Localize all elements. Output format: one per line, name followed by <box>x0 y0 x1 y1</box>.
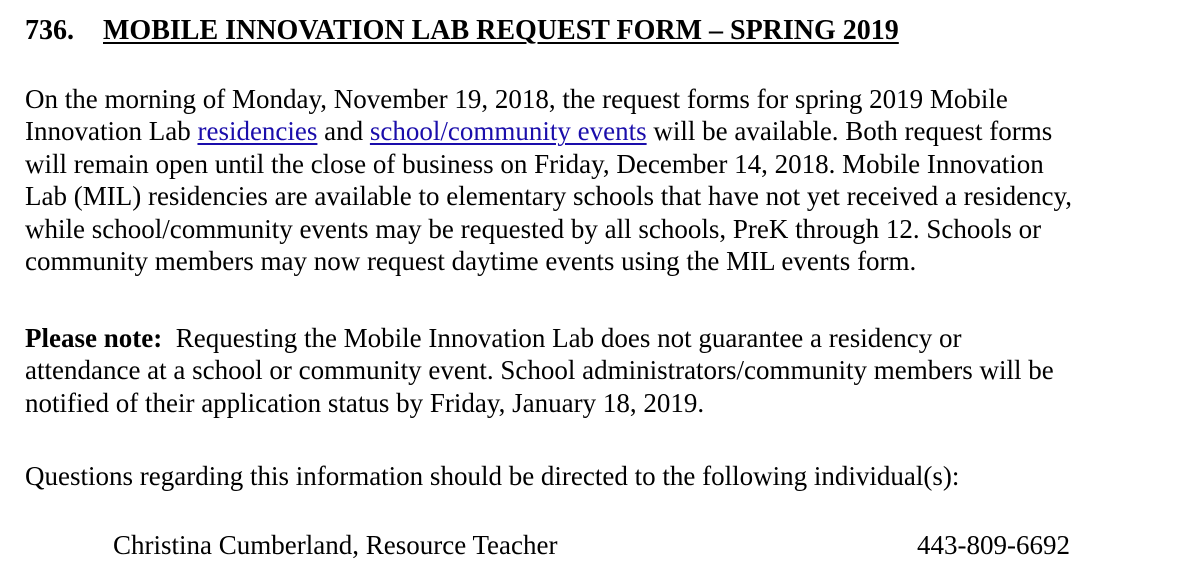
contact-name: Christina Cumberland, Resource Teacher <box>113 530 558 560</box>
item-number: 736. <box>25 15 74 46</box>
paragraph-line: community members may now request daytime events using the MIL events form. <box>25 246 917 277</box>
paragraph-line <box>25 322 1200 354</box>
note-label: Please note: <box>25 323 163 353</box>
residencies-link[interactable]: residencies <box>197 116 318 147</box>
paragraph-text: will be available. Both request forms <box>646 116 1053 147</box>
paragraph-line: Questions regarding this information should be directed to the following individual(s): <box>25 461 960 491</box>
school-community-events-link[interactable]: school/community events <box>369 116 647 147</box>
title-text: MOBILE INNOVATION LAB REQUEST FORM – SPRING 2019 <box>103 15 899 46</box>
paragraph-line: will remain open until the close of business on Friday, December 14, 2018. Mobile Innovation <box>25 148 1044 179</box>
paragraph-line <box>25 115 1200 147</box>
page-title <box>25 14 899 48</box>
paragraph-line: attendance at a school or community event. School administrators/community members will be <box>25 355 1054 386</box>
paragraph-line: Lab (MIL) residencies are available to elementary schools that have not yet received a residency, <box>25 181 1073 212</box>
questions-paragraph <box>25 460 1200 492</box>
paragraph-text: Innovation Lab <box>25 116 198 147</box>
paragraph-text: Requesting the Mobile Innovation Lab does not guarantee a residency or <box>162 323 962 353</box>
paragraph-line: while school/community events may be requested by all schools, PreK through 12. Schools or <box>25 213 1042 244</box>
paragraph-text: and <box>317 116 370 147</box>
paragraph-line: On the morning of Monday, November 19, 2018, the request forms for spring 2019 Mobile <box>25 84 1008 114</box>
intro-paragraph <box>25 83 1200 277</box>
contact-phone: 443-809-6692 <box>917 530 1070 560</box>
note-paragraph <box>25 322 1200 419</box>
paragraph-line: notified of their application status by Friday, January 18, 2019. <box>25 387 705 418</box>
